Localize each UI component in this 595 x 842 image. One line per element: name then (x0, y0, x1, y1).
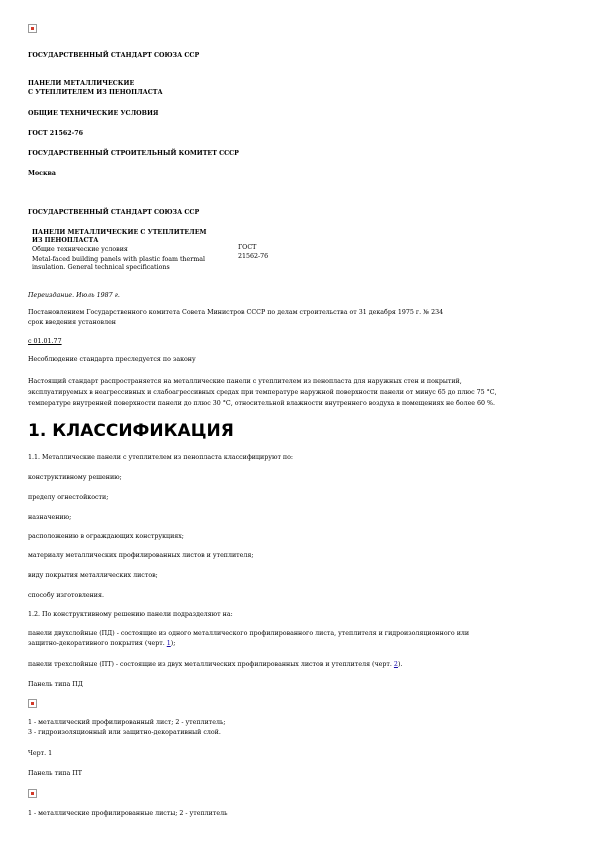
effective-date: с 01.01.77 (28, 338, 62, 345)
subtitle: ОБЩИЕ ТЕХНИЧЕСКИЕ УСЛОВИЯ (28, 110, 159, 117)
fig1-link[interactable]: 1 (166, 640, 171, 647)
fig1-legend-line-1: 1 - металлический профилированный лист; 2 - утеплитель; (28, 719, 226, 726)
title-block-gost-number: 21562-76 (238, 253, 269, 260)
city: Москва (28, 170, 57, 177)
title-block-name-en-2: insulation. General technical specifications (32, 264, 170, 271)
title-line-1: ПАНЕЛИ МЕТАЛЛИЧЕСКИЕ (28, 80, 135, 87)
pd-panel-label: Панель типа ПД (28, 681, 83, 688)
list-item: назначению; (28, 514, 72, 521)
fig2-link[interactable]: 2 (393, 661, 398, 668)
fig2-legend-line-1: 1 - металлические профилированные листы; 2 - утеплитель (28, 810, 228, 817)
scope-line-1: Настоящий стандарт распространяется на металлические панели с утеплителем из пенопласта для наружных стен и покрытий, (28, 378, 462, 385)
list-item: пределу огнестойкости; (28, 494, 109, 501)
reissue-note: Переиздание. Июль 1987 г. (28, 292, 120, 299)
org-line-repeat: ГОСУДАРСТВЕННЫЙ СТАНДАРТ СОЮЗА ССР (28, 209, 200, 216)
title-line-2: С УТЕПЛИТЕЛЕМ ИЗ ПЕНОПЛАСТА (28, 89, 163, 96)
fig1-caption: Черт. 1 (28, 750, 53, 757)
list-item: материалу металлических профилированных листов и утеплителя; (28, 552, 254, 559)
broken-image-icon (28, 789, 37, 798)
title-block-name-en-1: Metal-faced building panels with plastic foam thermal (32, 256, 206, 263)
list-item: расположению в ограждающих конструкциях; (28, 533, 184, 540)
broken-image-icon (28, 699, 37, 708)
fig1-legend-line-2: 3 - гидроизоляционный или защитно-декоративный слой. (28, 729, 221, 736)
section-heading: 1. КЛАССИФИКАЦИЯ (28, 421, 234, 441)
clause-1-2: 1.2. По конструктивному решению панели подразделяют на: (28, 611, 233, 618)
pd-description-line-2: защитно-декоративного покрытия (черт. 1); (28, 640, 176, 647)
pt-description: панели трехслойные (ПТ) - состоящие из двух металлических профилированных листов и утеплителя (черт. 2). (28, 661, 403, 668)
scope-line-3: температуре внутренней поверхности панели до плюс 30 °С, относительной влажности внутреннего воздуха в помещениях не более 60 %. (28, 400, 496, 407)
pd-description-line-1: панели двухслойные (ПД) - состоящие из одного металлического профилированного листа, утеплителя и гидроизоляционного или (28, 630, 470, 637)
title-block-name-ru-2: ИЗ ПЕНОПЛАСТА (32, 237, 99, 244)
clause-1-1: 1.1. Металлические панели с утеплителем из пенопласта классифицируют по: (28, 454, 294, 461)
list-item: виду покрытия металлических листов; (28, 572, 158, 579)
org-line: ГОСУДАРСТВЕННЫЙ СТАНДАРТ СОЮЗА ССР (28, 52, 200, 59)
legal-notice: Несоблюдение стандарта преследуется по закону (28, 356, 196, 363)
list-item: способу изготовления. (28, 592, 104, 599)
broken-image-icon (28, 24, 37, 33)
title-block-name-ru-3: Общие технические условия (32, 246, 128, 253)
committee: ГОСУДАРСТВЕННЫЙ СТРОИТЕЛЬНЫЙ КОМИТЕТ СССР (28, 150, 239, 157)
gost-number: ГОСТ 21562-76 (28, 130, 84, 137)
decree-line-1: Постановлением Государственного комитета Совета Министров СССР по делам строительства от 31 декабря 1975 г. № 234 (28, 309, 444, 316)
title-block-gost-label: ГОСТ (238, 244, 257, 251)
decree-line-2: срок введения установлен (28, 319, 116, 326)
title-block-name-ru-1: ПАНЕЛИ МЕТАЛЛИЧЕСКИЕ С УТЕПЛИТЕЛЕМ (32, 229, 207, 236)
pt-panel-label: Панель типа ПТ (28, 770, 82, 777)
list-item: конструктивному решению; (28, 474, 122, 481)
scope-line-2: эксплуатируемых в неагрессивных и слабоагрессивных средах при температуре наружной поверхности панели от минус 65 до плюс 75 °С, (28, 389, 497, 396)
